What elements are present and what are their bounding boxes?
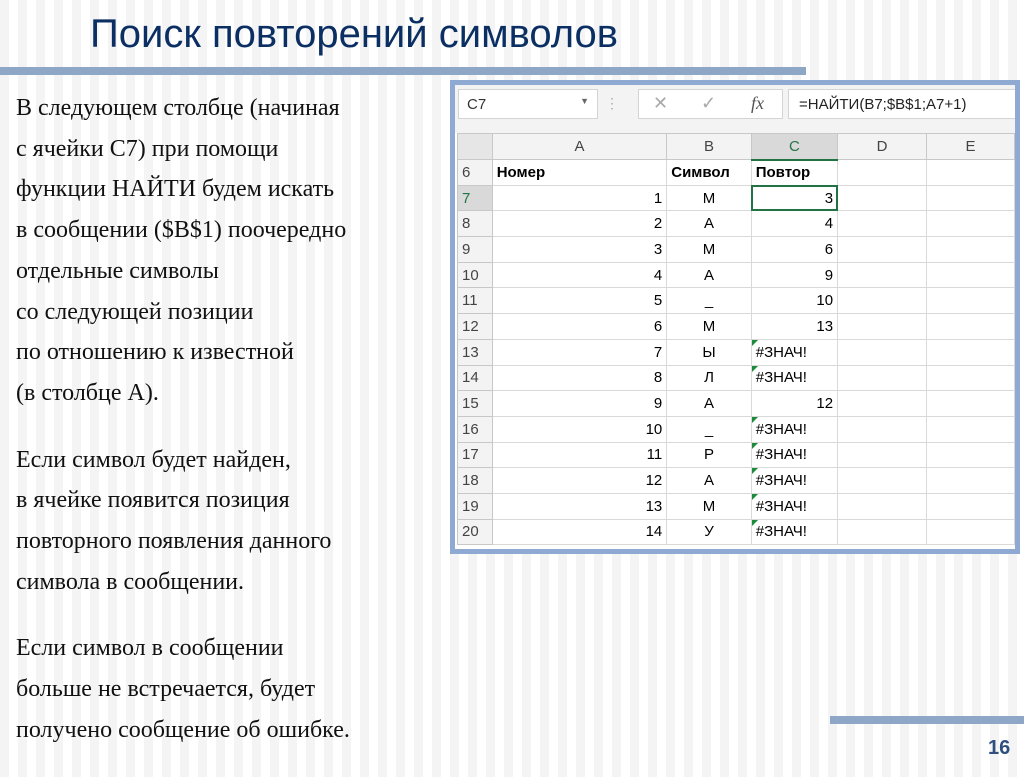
table-row <box>458 416 1015 442</box>
cell[interactable]: 1 <box>492 185 667 211</box>
column-header-b[interactable]: B <box>667 134 751 160</box>
text-line: Если символ будет найден, <box>16 446 291 473</box>
formula-buttons <box>638 89 783 119</box>
cell[interactable]: #ЗНАЧ! <box>751 365 837 391</box>
cell[interactable]: 5 <box>492 288 667 314</box>
cell[interactable]: _ <box>667 416 751 442</box>
cell[interactable] <box>838 262 927 288</box>
cell[interactable] <box>927 468 1015 494</box>
cell[interactable]: 6 <box>492 314 667 340</box>
column-header-d[interactable]: D <box>838 134 927 160</box>
text-line: символа в сообщении. <box>16 568 245 595</box>
cell[interactable] <box>927 391 1015 417</box>
cell[interactable] <box>927 442 1015 468</box>
cell[interactable]: _ <box>667 288 751 314</box>
row-header[interactable]: 12 <box>458 314 493 340</box>
cell[interactable]: М <box>667 314 751 340</box>
cell[interactable] <box>838 391 927 417</box>
text-line: получено сообщение об ошибке. <box>16 716 350 743</box>
text-line: со следующей позиции <box>16 298 254 325</box>
cell[interactable] <box>927 493 1015 519</box>
paragraph <box>16 440 456 603</box>
column-header-e[interactable]: E <box>927 134 1015 160</box>
row-header[interactable]: 10 <box>458 262 493 288</box>
excel-screenshot <box>450 80 1020 554</box>
cell[interactable]: Номер <box>492 160 667 186</box>
row-header[interactable]: 11 <box>458 288 493 314</box>
slide-body <box>16 88 456 777</box>
cell[interactable]: #ЗНАЧ! <box>751 339 837 365</box>
table-row <box>458 160 1015 186</box>
row-header[interactable]: 7 <box>458 185 493 211</box>
table-row <box>458 262 1015 288</box>
text-line: (в столбце А). <box>16 379 159 406</box>
table-row <box>458 314 1015 340</box>
cell[interactable]: Символ <box>667 160 751 186</box>
cell[interactable]: 4 <box>751 211 837 237</box>
cell[interactable]: А <box>667 262 751 288</box>
cell[interactable] <box>927 262 1015 288</box>
cell[interactable] <box>838 519 927 545</box>
cell[interactable] <box>838 185 927 211</box>
page-number: 16 <box>988 737 1011 759</box>
cell[interactable]: 2 <box>492 211 667 237</box>
cell[interactable] <box>927 185 1015 211</box>
text-line: повторного появления данного <box>16 528 332 555</box>
text-line: Если символ в сообщении <box>16 635 284 662</box>
formula-bar <box>455 85 1015 133</box>
chevron-down-icon[interactable]: ▼ <box>580 96 589 106</box>
cell[interactable] <box>927 416 1015 442</box>
cell[interactable] <box>927 339 1015 365</box>
cell[interactable] <box>927 237 1015 263</box>
title-divider <box>0 67 806 75</box>
row-header[interactable]: 15 <box>458 391 493 417</box>
cell[interactable]: #ЗНАЧ! <box>751 519 837 545</box>
cell[interactable]: Повтор <box>751 160 837 186</box>
column-header-c[interactable]: C <box>751 134 837 160</box>
cell[interactable]: 9 <box>751 262 837 288</box>
cell[interactable]: 14 <box>492 519 667 545</box>
text-line: в ячейке появится позиция <box>16 487 290 514</box>
slide-title: Поиск повторений символов <box>90 12 619 56</box>
row-header[interactable]: 13 <box>458 339 493 365</box>
formula-input[interactable]: =НАЙТИ(B7;$B$1;A7+1) <box>788 89 1020 119</box>
cell[interactable]: 4 <box>492 262 667 288</box>
cell[interactable]: А <box>667 468 751 494</box>
cell[interactable] <box>838 416 927 442</box>
table-row <box>458 185 1015 211</box>
cell[interactable]: 13 <box>492 493 667 519</box>
table-row <box>458 442 1015 468</box>
cell[interactable]: 6 <box>751 237 837 263</box>
column-header-a[interactable]: A <box>492 134 667 160</box>
row-header[interactable]: 20 <box>458 519 493 545</box>
cell[interactable]: У <box>667 519 751 545</box>
cell[interactable]: 11 <box>492 442 667 468</box>
cell[interactable] <box>927 160 1015 186</box>
row-header[interactable]: 14 <box>458 365 493 391</box>
active-cell[interactable]: 3 <box>751 185 837 211</box>
cell[interactable] <box>838 339 927 365</box>
cell[interactable]: #ЗНАЧ! <box>751 442 837 468</box>
text-line: отдельные символы <box>16 257 219 284</box>
text-line: В следующем столбце (начиная <box>16 95 340 121</box>
text-line: больше не встречается, будет <box>16 676 316 703</box>
select-all[interactable] <box>458 134 493 160</box>
text-line: с ячейки С7) при помощи <box>16 135 279 162</box>
cancel-icon[interactable]: ✕ <box>653 93 669 113</box>
footer-divider <box>830 716 1024 724</box>
name-box-value: C7 <box>467 96 487 113</box>
cell[interactable] <box>838 288 927 314</box>
row-header[interactable]: 8 <box>458 211 493 237</box>
column-headers <box>458 134 1015 160</box>
grip-icon: ⋮ <box>605 95 619 111</box>
cell[interactable]: Л <box>667 365 751 391</box>
cell[interactable]: 10 <box>751 288 837 314</box>
table-row <box>458 211 1015 237</box>
row-header[interactable]: 19 <box>458 493 493 519</box>
cell[interactable] <box>927 288 1015 314</box>
cell[interactable]: 13 <box>751 314 837 340</box>
spreadsheet-grid <box>457 133 1015 545</box>
row-header[interactable]: 17 <box>458 442 493 468</box>
table-row <box>458 468 1015 494</box>
table-row <box>458 288 1015 314</box>
table-row <box>458 365 1015 391</box>
text-line: по отношению к известной <box>16 339 294 366</box>
table-row <box>458 237 1015 263</box>
cell[interactable] <box>927 211 1015 237</box>
cell[interactable] <box>838 365 927 391</box>
name-box[interactable] <box>458 89 598 119</box>
enter-icon[interactable]: ✓ <box>701 93 717 113</box>
cell[interactable]: 3 <box>492 237 667 263</box>
cell[interactable] <box>838 211 927 237</box>
paragraph <box>16 628 456 750</box>
cell[interactable]: 12 <box>751 391 837 417</box>
cell[interactable]: 9 <box>492 391 667 417</box>
cell[interactable]: #ЗНАЧ! <box>751 468 837 494</box>
cell[interactable] <box>927 314 1015 340</box>
table-row <box>458 391 1015 417</box>
cell[interactable]: 7 <box>492 339 667 365</box>
row-header[interactable]: 18 <box>458 468 493 494</box>
cell[interactable]: М <box>667 237 751 263</box>
table-row <box>458 339 1015 365</box>
cell[interactable] <box>838 442 927 468</box>
paragraph <box>16 88 456 414</box>
cell[interactable]: М <box>667 185 751 211</box>
cell[interactable] <box>838 237 927 263</box>
cell[interactable] <box>838 493 927 519</box>
function-icon[interactable]: fx <box>751 93 764 113</box>
cell[interactable]: 12 <box>492 468 667 494</box>
cell[interactable] <box>927 365 1015 391</box>
cell[interactable]: Ы <box>667 339 751 365</box>
row-header[interactable]: 6 <box>458 160 493 186</box>
cell[interactable]: 10 <box>492 416 667 442</box>
row-header[interactable]: 16 <box>458 416 493 442</box>
cell[interactable] <box>838 468 927 494</box>
text-line: в сообщении ($B$1) поочередно <box>16 217 347 244</box>
cell[interactable]: А <box>667 211 751 237</box>
text-line: функции НАЙТИ будем искать <box>16 176 335 203</box>
cell[interactable]: 8 <box>492 365 667 391</box>
cell[interactable]: #ЗНАЧ! <box>751 416 837 442</box>
cell[interactable]: А <box>667 391 751 417</box>
table-row <box>458 519 1015 545</box>
table-row <box>458 493 1015 519</box>
cell[interactable]: #ЗНАЧ! <box>751 493 837 519</box>
cell[interactable]: М <box>667 493 751 519</box>
cell[interactable] <box>927 519 1015 545</box>
row-header[interactable]: 9 <box>458 237 493 263</box>
cell[interactable]: Р <box>667 442 751 468</box>
cell[interactable] <box>838 160 927 186</box>
cell[interactable] <box>838 314 927 340</box>
